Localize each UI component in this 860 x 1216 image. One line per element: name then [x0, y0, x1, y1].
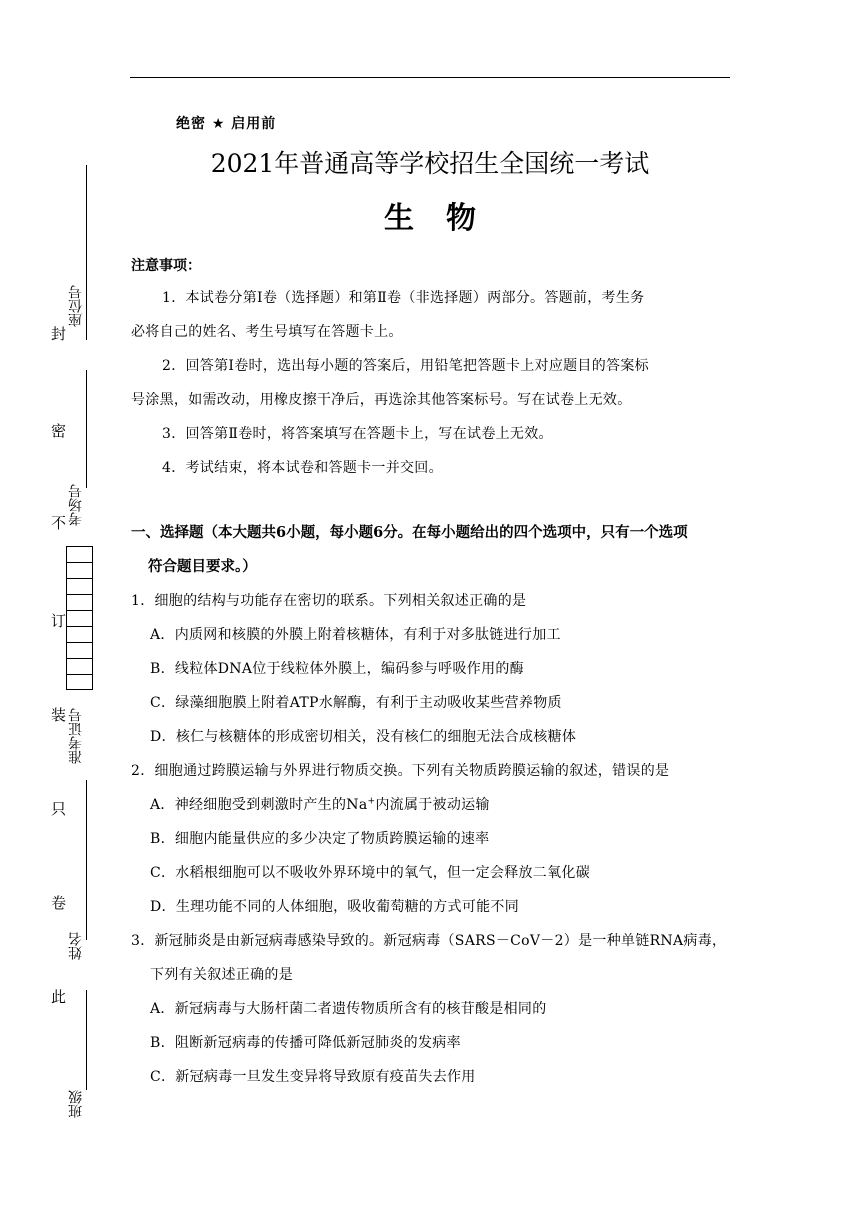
- field-label-room: 考场号: [68, 484, 84, 526]
- section-heading: 一、选择题（本大题共6小题，每小题6分。在每小题给出的四个选项中，只有一个选项: [131, 524, 688, 541]
- question-option: D．生理功能不同的人体细胞，吸收葡萄糖的方式可能不同: [150, 899, 520, 915]
- seal-char: 不: [51, 514, 67, 532]
- question-option: B．线粒体DNA位于线粒体外膜上，编码参与呼吸作用的酶: [150, 661, 524, 677]
- field-line: [86, 780, 87, 940]
- question-option: A．内质网和核膜的外膜上附着核糖体，有利于对多肽链进行加工: [150, 627, 561, 643]
- question-option: C．绿藻细胞膜上附着ATP水解酶，有利于主动吸收某些营养物质: [150, 695, 562, 711]
- question-stem: 3．新冠肺炎是由新冠病毒感染导致的。新冠病毒（SARS－CoV－2）是一种单链RNA病毒，: [131, 933, 727, 949]
- seal-char: 密: [51, 422, 67, 440]
- seal-char: 装: [51, 706, 67, 724]
- notice-line: 号涂黑，如需改动，用橡皮擦干净后，再选涂其他答案标号。写在试卷上无效。: [131, 392, 632, 408]
- subject-title: 生物: [384, 201, 508, 236]
- seal-char: 此: [51, 988, 67, 1006]
- top-rule: [130, 77, 730, 78]
- question-option: C．新冠病毒一旦发生变异将导致原有疫苗失去作用: [150, 1069, 476, 1085]
- seal-char: 卷: [51, 894, 67, 912]
- notice-line: 4．考试结束，将本试卷和答题卡一并交回。: [162, 460, 443, 476]
- question-stem: 1．细胞的结构与功能存在密切的联系。下列相关叙述正确的是: [131, 593, 527, 609]
- seal-char: 封: [51, 325, 67, 343]
- question-stem-cont: 下列有关叙述正确的是: [150, 967, 293, 983]
- field-label-seat: 座位号: [68, 285, 84, 327]
- field-line: [86, 370, 87, 488]
- notice-line: 1．本试卷分第Ⅰ卷（选择题）和第Ⅱ卷（非选择题）两部分。答题前，考生务: [162, 290, 645, 306]
- notice-line: 3．回答第Ⅱ卷时，将答案填写在答题卡上，写在试卷上无效。: [162, 426, 553, 442]
- question-option: A．神经细胞受到刺激时产生的Na+内流属于被动运输: [150, 796, 490, 813]
- question-option: B．阻断新冠病毒的传播可降低新冠肺炎的发病率: [150, 1035, 461, 1051]
- question-option: B．细胞内能量供应的多少决定了物质跨膜运输的速率: [150, 831, 490, 847]
- field-line: [86, 990, 87, 1090]
- seal-char: 订: [51, 612, 67, 630]
- notice-line: 2．回答第Ⅰ卷时，选出每小题的答案后，用铅笔把答题卡上对应题目的答案标: [162, 358, 649, 374]
- question-option: C．水稻根细胞可以不吸收外界环境中的氧气，但一定会释放二氧化碳: [150, 865, 591, 881]
- section-heading-cont: 符合题目要求。）: [148, 558, 257, 575]
- notice-heading: 注意事项：: [131, 258, 201, 274]
- field-line: [86, 165, 87, 340]
- seal-char: 只: [51, 800, 67, 818]
- question-option: A．新冠病毒与大肠杆菌二者遗传物质所含有的核苷酸是相同的: [150, 1001, 547, 1017]
- exam-title: 2021年普通高等学校招生全国统一考试: [210, 149, 650, 178]
- field-label-class: 班级: [68, 1090, 84, 1118]
- notice-line: 必将自己的姓名、考生号填写在答题卡上。: [131, 324, 403, 340]
- field-label-ticket: 准考证号: [68, 708, 84, 764]
- question-stem: 2．细胞通过跨膜运输与外界进行物质交换。下列有关物质跨膜运输的叙述，错误的是: [131, 763, 670, 779]
- field-label-name: 姓名: [68, 932, 84, 960]
- question-option: D．核仁与核糖体的形成密切相关，没有核仁的细胞无法合成核糖体: [150, 729, 577, 745]
- exam-number-boxes: [66, 546, 93, 690]
- secret-label: 绝密 ★ 启用前: [176, 116, 277, 132]
